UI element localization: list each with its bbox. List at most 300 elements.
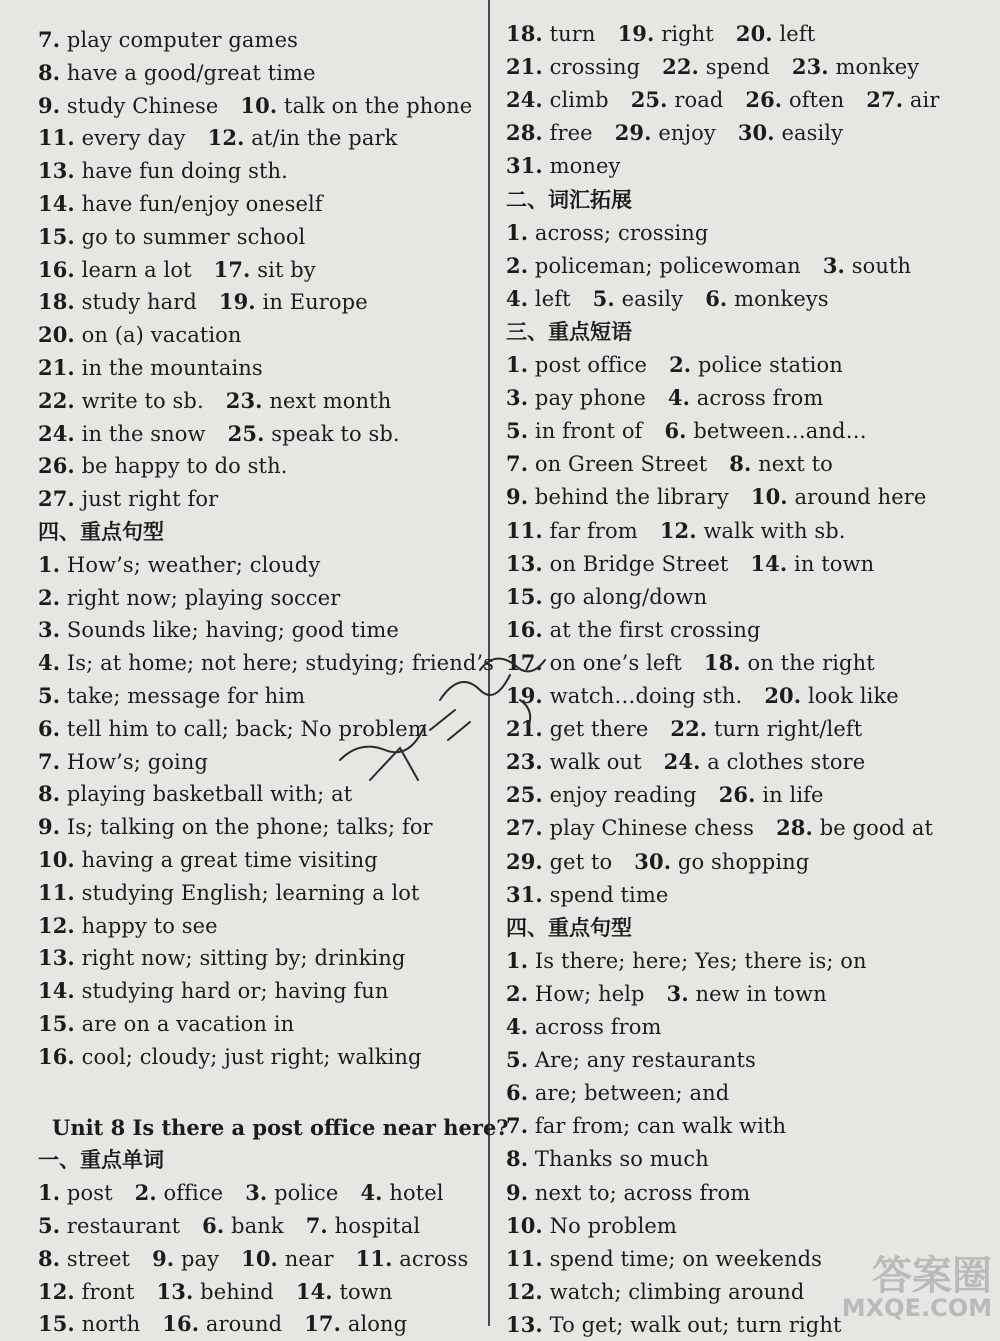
answer-line [38,1276,392,1308]
item-answer: post [66,1181,113,1206]
item-answer: at/in the park [251,126,398,151]
item-answer: left [779,22,816,46]
item-answer: far from [549,518,638,543]
item-answer: happy to see [81,913,218,938]
item-answer: between…and… [693,419,867,444]
item-answer: on Green Street [534,452,708,477]
item-number: 23. [791,54,829,80]
item-answer: sit by [257,257,316,282]
answer-line [38,713,428,745]
answer-line [38,418,400,450]
answer-line [38,910,218,942]
item-number: 8. [38,1245,61,1271]
answer-line [38,352,263,384]
item-answer: money [549,154,621,179]
answer-line [506,382,823,414]
answer-line [38,483,218,515]
item-answer: post office [534,353,648,377]
item-answer: in front of [534,419,643,444]
item-answer: across from [534,1015,662,1039]
answer-line [38,844,378,876]
item-answer: bank [231,1214,284,1238]
answer-line [38,811,433,843]
answer-line [506,448,833,480]
item-answer: tell him to call; back; No problem [66,716,428,741]
answer-line [38,188,323,220]
item-number: 12. [207,125,245,151]
item-number: 1. [506,352,529,377]
answer-line [38,975,389,1007]
item-number: 13. [38,945,75,971]
item-number: 17. [506,649,543,675]
item-answer: studying English; learning a lot [81,880,420,905]
item-number: 18. [38,289,75,315]
item-number: 2. [134,1180,157,1206]
answer-line [506,945,867,977]
item-number: 8. [729,451,752,477]
item-number: 2. [506,980,529,1006]
section-heading: 三、重点短语 [506,319,632,344]
item-number: 21. [506,716,543,742]
item-number: 15. [38,1311,75,1337]
item-number: 4. [38,650,61,676]
item-answer: every day [81,126,186,151]
answer-line [38,942,405,974]
item-number: 19. [617,21,655,46]
item-answer: spend time [549,882,669,907]
answer-line [506,481,926,513]
item-answer: pay [180,1246,220,1271]
item-number: 28. [776,815,813,841]
item-answer: around [205,1312,283,1337]
item-number: 15. [506,583,543,609]
item-answer: play Chinese chess [549,816,755,841]
answer-line [506,1011,662,1043]
answer-line [506,978,827,1010]
item-number: 27. [506,815,543,841]
item-number: 4. [506,285,529,311]
item-answer: watch; climbing around [549,1279,805,1304]
answer-line [506,18,815,50]
item-answer: To get; walk out; turn right [549,1312,842,1337]
item-number: 3. [822,252,845,278]
item-number: 9. [506,1179,529,1205]
item-answer: have a good/great time [66,60,316,85]
item-answer: go to summer school [81,224,306,249]
item-number: 26. [38,453,75,479]
item-answer: get there [549,717,649,742]
answer-line [506,713,862,745]
item-answer: study Chinese [66,93,219,118]
item-answer: Is there; here; Yes; there is; on [534,948,867,973]
item-answer: office [163,1181,224,1206]
answer-line [38,746,208,778]
answer-line [38,1008,294,1040]
answer-line [38,582,340,614]
item-answer: speak to sb. [271,421,400,446]
item-number: 30. [634,848,672,874]
item-number: 21. [38,355,75,380]
item-answer: across [399,1246,469,1271]
answer-line [38,680,305,712]
answer-line [38,385,391,417]
answer-line [38,122,397,154]
answer-line [506,150,621,182]
item-number: 14. [750,550,788,576]
item-number: 29. [614,120,652,146]
answer-line [506,1143,709,1175]
answer-line [38,1308,407,1340]
item-number: 13. [506,1311,543,1337]
item-answer: across; crossing [534,220,709,245]
item-answer: studying hard or; having fun [81,979,389,1004]
item-number: 4. [506,1014,529,1039]
answer-line [38,877,420,909]
item-answer: police station [697,353,843,377]
item-answer: Sounds like; having; good time [66,618,399,643]
item-answer: right now; sitting by; drinking [81,946,406,971]
item-answer: easily [621,286,684,311]
section-heading: 四、重点句型 [38,520,164,544]
answer-line [38,614,399,646]
item-number: 22. [670,716,708,742]
item-number: 5. [38,1213,61,1238]
item-answer: Is; talking on the phone; talks; for [66,815,433,840]
answer-line [38,647,494,679]
item-number: 31. [506,153,543,179]
item-number: 16. [38,256,75,282]
item-number: 6. [38,715,61,741]
item-number: 16. [38,1043,75,1069]
answer-line [506,614,761,646]
item-number: 10. [240,92,278,118]
item-number: 26. [718,782,756,808]
item-answer: write to sb. [81,388,204,413]
item-number: 30. [737,120,775,146]
item-number: 27. [38,486,75,512]
item-answer: are on a vacation in [81,1012,295,1036]
answer-line [506,515,846,547]
item-number: 12. [659,517,697,543]
item-answer: a clothes store [707,750,866,775]
item-answer: on (a) vacation [81,323,242,348]
answer-line [38,254,316,286]
item-answer: hotel [389,1181,444,1206]
answer-line [506,51,919,83]
item-number: 21. [506,54,543,80]
item-number: 22. [662,54,699,80]
answer-line [506,548,874,580]
item-number: 29. [506,848,543,874]
item-answer: police [274,1181,339,1206]
item-answer: turn right/left [714,717,863,742]
answer-line [506,1276,804,1308]
item-number: 5. [506,418,529,444]
item-answer: often [788,88,845,113]
answer-line [38,57,316,89]
item-number: 17. [304,1311,342,1337]
item-number: 1. [506,947,529,973]
item-number: 7. [506,1113,529,1139]
item-answer: just right for [81,487,219,512]
item-number: 9. [506,484,529,510]
answer-line [506,415,867,447]
item-answer: in town [794,551,875,576]
item-number: 5. [38,683,61,708]
item-answer: are; between; and [534,1081,730,1106]
item-answer: restaurant [66,1214,181,1238]
item-answer: playing basketball with; at [66,782,353,807]
item-number: 9. [38,814,61,840]
answer-line [38,1041,422,1073]
item-number: 11. [506,517,543,543]
item-number: 20. [764,683,802,708]
item-number: 3. [506,385,529,411]
item-answer: turn [549,22,596,46]
item-answer: in the snow [81,421,206,446]
item-answer: across from [696,386,824,411]
item-number: 16. [506,616,543,642]
item-answer: around here [794,485,927,510]
item-answer: next month [269,388,392,413]
item-number: 25. [630,87,668,113]
answer-line [506,846,809,878]
item-answer: free [549,121,593,146]
item-number: 2. [669,352,692,377]
item-number: 16. [162,1311,200,1337]
watermark-logo: 答案圈 [872,1253,992,1299]
item-answer: having a great time visiting [81,848,378,872]
item-answer: walk with sb. [703,518,846,543]
answer-line [506,1243,822,1275]
item-answer: take; message for him [66,684,306,708]
item-number: 13. [506,550,543,576]
answer-line [506,779,824,811]
item-number: 11. [355,1245,393,1271]
item-number: 13. [38,158,75,184]
answer-line [506,746,865,778]
item-number: 7. [38,27,61,52]
item-answer: on the right [747,650,875,675]
answer-line [506,84,940,116]
item-number: 23. [225,387,263,413]
answer-line [506,217,708,249]
item-answer: street [66,1246,131,1271]
item-answer: play computer games [66,28,298,52]
item-answer: go shopping [677,849,810,874]
item-number: 8. [38,59,61,85]
item-answer: Thanks so much [534,1147,709,1172]
item-number: 31. [506,881,543,907]
item-number: 14. [38,191,75,216]
item-answer: new in town [695,981,827,1006]
item-number: 5. [592,285,615,311]
item-number: 1. [506,219,529,245]
item-answer: How; help [534,981,645,1006]
item-answer: policeman; policewoman [534,253,801,278]
item-number: 23. [506,749,543,775]
item-answer: hospital [334,1214,421,1238]
answer-line [506,812,933,844]
item-number: 8. [38,781,61,807]
item-number: 11. [38,879,75,905]
item-answer: have fun doing sth. [81,159,288,184]
item-number: 7. [506,451,529,477]
site-watermark [841,1253,992,1322]
item-number: 10. [506,1212,543,1238]
item-answer: enjoy reading [549,783,697,808]
answer-line [506,283,829,315]
item-number: 12. [506,1278,543,1304]
item-number: 4. [667,385,690,411]
item-number: 28. [506,120,543,146]
item-answer: on one’s left [549,650,682,675]
item-number: 24. [506,87,543,113]
item-number: 25. [227,420,265,446]
item-number: 11. [506,1245,543,1271]
answer-line [506,1210,677,1242]
item-number: 13. [156,1278,194,1304]
answer-line [506,1110,786,1142]
item-answer: near [284,1246,334,1271]
answer-line [506,1177,750,1209]
item-answer: talk on the phone [284,93,473,118]
item-answer: How’s; weather; cloudy [66,552,321,577]
answer-line [506,1077,729,1109]
item-number: 22. [38,387,75,413]
item-answer: walk out [549,750,642,775]
item-answer: climb [549,88,609,113]
item-number: 12. [38,912,75,938]
item-answer: town [339,1279,393,1304]
item-answer: pay phone [534,386,646,411]
item-number: 20. [735,21,773,46]
item-number: 6. [664,418,687,444]
item-number: 1. [38,551,61,577]
answer-line [506,680,899,712]
item-number: 18. [703,649,741,675]
item-number: 2. [38,584,61,610]
item-answer: on Bridge Street [549,551,729,576]
item-answer: enjoy [658,121,716,146]
answer-line [506,1044,756,1076]
item-number: 25. [506,782,543,808]
item-answer: look like [807,684,899,708]
item-answer: watch…doing sth. [549,684,743,708]
item-answer: along [347,1312,408,1337]
unit-title: Unit 8 Is there a post office near here? [52,1114,509,1140]
item-number: 10. [241,1245,278,1271]
answer-line [38,90,472,122]
answer-line [38,1177,444,1209]
item-answer: behind [200,1279,274,1304]
item-answer: get to [549,849,613,874]
item-answer: be good at [819,816,934,841]
section-heading: 二、词汇拓展 [506,187,632,212]
item-answer: spend time; on weekends [549,1246,823,1271]
item-number: 4. [360,1180,383,1206]
item-answer: in Europe [262,290,368,315]
item-number: 9. [152,1245,175,1271]
item-answer: next to [758,452,833,477]
item-answer: spend [705,55,770,80]
item-number: 1. [38,1180,61,1206]
item-number: 14. [295,1278,333,1304]
item-answer: front [81,1279,135,1304]
item-answer: in life [762,783,824,808]
item-number: 10. [38,847,75,872]
answer-line [506,581,707,613]
item-answer: north [81,1312,141,1337]
item-answer: left [534,286,571,311]
answer-line [38,155,288,187]
item-number: 24. [663,749,701,775]
item-number: 24. [38,420,75,446]
answer-line [506,1309,842,1341]
item-number: 19. [218,289,256,315]
item-number: 15. [38,223,75,249]
item-answer: Is; at home; not here; studying; friend’s [66,651,495,676]
item-number: 3. [666,980,689,1006]
item-answer: road [674,88,724,113]
item-answer: behind the library [534,485,729,510]
item-answer: monkeys [734,286,829,311]
answer-line [506,879,668,911]
item-number: 10. [750,484,788,510]
answer-line [38,1210,420,1242]
section-heading: 一、重点单词 [38,1148,164,1173]
item-number: 5. [506,1047,529,1073]
item-answer: monkey [835,55,920,80]
item-answer: easily [781,121,844,146]
item-answer: How’s; going [66,749,209,774]
answer-line [506,349,843,381]
item-number: 15. [38,1011,75,1036]
answer-line [38,286,368,318]
answer-line [38,24,298,56]
item-number: 12. [38,1278,75,1304]
item-answer: be happy to do sth. [81,454,288,479]
item-answer: in the mountains [81,356,263,380]
item-number: 8. [506,1146,529,1172]
item-answer: south [851,253,912,278]
section-heading: 四、重点句型 [506,915,632,940]
item-number: 3. [38,617,61,643]
item-answer: No problem [549,1213,677,1238]
item-answer: go along/down [549,584,708,609]
answer-line [38,221,305,253]
item-number: 9. [38,92,61,118]
item-number: 7. [305,1213,328,1238]
item-answer: have fun/enjoy oneself [81,192,323,216]
item-answer: study hard [81,290,197,315]
answer-line [38,319,242,351]
answer-line [38,778,352,810]
item-number: 6. [202,1213,225,1238]
item-answer: Are; any restaurants [534,1048,756,1073]
answer-line [38,549,320,581]
item-number: 27. [866,87,904,113]
item-answer: right [661,22,714,46]
item-answer: right now; playing soccer [66,585,341,610]
item-number: 2. [506,252,529,278]
item-number: 20. [38,322,75,348]
item-number: 26. [745,87,783,113]
answer-line [506,250,911,282]
item-answer: air [909,88,940,113]
answer-line [506,117,843,149]
item-number: 14. [38,978,75,1004]
